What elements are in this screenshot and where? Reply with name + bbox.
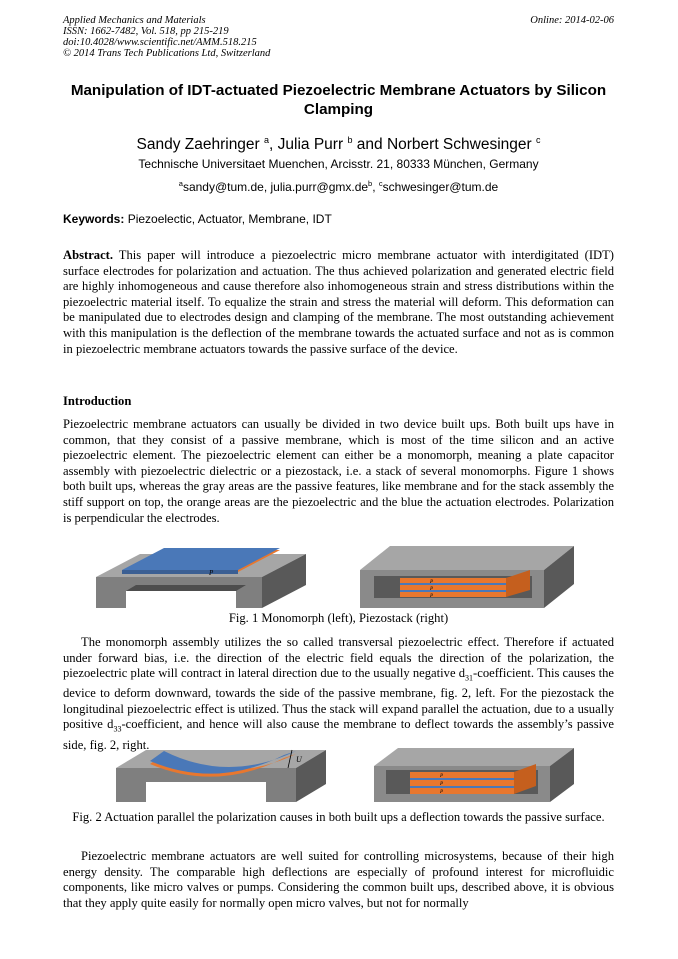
author-sup: a [264, 135, 270, 145]
polarization-label: P [430, 587, 434, 592]
substrate-top [116, 750, 326, 768]
email-sup: b [368, 179, 373, 188]
polarization-label: P [440, 782, 444, 787]
author-sup: b [347, 135, 353, 145]
author-sup: c [536, 135, 541, 145]
fig2-monomorph-deflected [116, 744, 326, 802]
piezo-layer [410, 788, 514, 794]
text-run: -coefficient, and hence will also cause the membrane to deflect towards the assembly’s passive side, fig. 2, right. [63, 717, 614, 752]
body-paragraph [63, 635, 614, 753]
polarization-label: P [430, 580, 434, 585]
email-sup: c [378, 179, 383, 188]
doi-line: doi:10.4028/www.scientific.net/AMM.518.215 [63, 37, 257, 48]
paper-title: Manipulation of IDT-actuated Piezoelectric Membrane Actuators by Silicon Clamping [70, 82, 607, 118]
electrode-layer [400, 590, 506, 592]
abstract-text: This paper will introduce a piezoelectric micro membrane actuator with interdigitated (IDT) surface electrodes for polarization and actuation. The thus achieved polarization and generated electric field are highly inhomogeneous and cause therefore also inhomogeneous strain and stress distributions within the piezoelectric material itself. To equalize the strain and stress the material will deform. This deformation can be manipulated due to electrodes design and clamping of the membrane. The most outstanding achievement with this manipulation is the deflection of the membrane towards the actuated surface and not as is common in piezoelectric membrane actuators towards the passive surface of the device. [63, 248, 614, 356]
keywords-label: Keywords: [63, 212, 125, 226]
subscript: 33 [113, 725, 122, 734]
section-heading-introduction: Introduction [63, 394, 132, 408]
subscript: 31 [465, 673, 474, 683]
piezo-layer [400, 592, 506, 597]
issn-line: ISSN: 1662-7482, Vol. 518, pp 215-219 [63, 26, 229, 37]
body-paragraph: Piezoelectric membrane actuators are well suited for controlling microsystems, because of their high energy density. The comparable high deflections are especially of profound interest for microfluidic components, like micro valves or pumps. Considering the common built ups, described above, it is obvious that they apply quite easily for normally open micro valves, but not for normally [63, 849, 614, 910]
intro-paragraph: Piezoelectric membrane actuators can usually be divided in two device built ups. Both built ups have in common, that they consist of a passive membrane, which is most of the time silicon and an active piezoelectric element. The piezoelectric element can either be a monomorph, meaning a plate capacitor assembly with piezoelectric dielectric or a piezostack, i.e. a stack of several monomorphs. Figure 1 shows both built ups, whereas the gray areas are the passive features, like membrane and for the stack assembly the stiff support on top, the orange areas are the piezoelectric and the blue the actuation electrodes. Polarization is perpendicular the electrodes. [63, 417, 614, 525]
support-top [374, 748, 574, 766]
fig1-caption: Fig. 1 Monomorph (left), Piezostack (right) [228, 611, 449, 625]
polarization-label: P [430, 594, 434, 599]
electrode-layer [410, 786, 514, 788]
abstract [63, 248, 614, 357]
affiliation: Technische Universitaet Muenchen, Arcisstr. 21, 80333 München, Germany [138, 157, 539, 171]
piezo-layer [410, 780, 514, 786]
substrate-front [96, 577, 262, 608]
journal-name: Applied Mechanics and Materials [63, 15, 206, 26]
author-list [63, 130, 614, 155]
voltage-label: U [296, 755, 302, 764]
copyright-line: © 2014 Trans Tech Publications Ltd, Switzerland [63, 48, 271, 59]
fig2-piezostack-deflected [374, 744, 574, 802]
author-name: Sandy Zaehringer [136, 136, 260, 154]
email-sep: , [372, 180, 379, 194]
piezo-layer [400, 578, 506, 583]
journal-header [63, 15, 270, 59]
polarization-label: P [440, 790, 444, 795]
fig1-piezostack [360, 540, 574, 608]
email-text: sandy@tum.de, julia.purr@gmx.de [182, 180, 369, 194]
email-sup: a [178, 179, 183, 188]
email-list [63, 176, 614, 195]
piezo-layer [410, 772, 514, 778]
cavity [126, 585, 246, 591]
polarization-label: P [209, 569, 214, 577]
author-name: and Norbert Schwesinger [352, 136, 532, 154]
piezo-layer [400, 585, 506, 590]
text-run: -coefficient. This causes the device to deform downward, towards the side of the passive membrane, fig. 2, left. For the piezostack the longitudinal piezoelectric effect is utilized. Thus the stack will expand parallel the actuation, due to a usually positive d [63, 666, 614, 732]
text-run: The monomorph assembly utilizes the so called transversal piezoelectric effect. Therefore if actuated under forward bias, i.e. the direction of the electric field equals the direction of the polarization, the piezoelectric plate will contract in lateral direction due to the usually negative d [63, 635, 614, 681]
support-top [360, 546, 574, 570]
keywords [63, 211, 332, 227]
abstract-label: Abstract. [63, 248, 114, 262]
author-name: , Julia Purr [269, 136, 344, 154]
fig2-caption: Fig. 2 Actuation parallel the polarization causes in both built ups a deflection towards the passive surface. [72, 810, 605, 824]
online-date: Online: 2014-02-06 [530, 15, 614, 26]
email-text: schwesinger@tum.de [382, 180, 499, 194]
electrode-edge [122, 570, 238, 574]
keywords-text: Piezoelectic, Actuator, Membrane, IDT [124, 212, 332, 226]
polarization-label: P [440, 774, 444, 779]
electrode-layer [410, 778, 514, 780]
fig1-monomorph [96, 540, 306, 608]
electrode-layer [400, 583, 506, 585]
